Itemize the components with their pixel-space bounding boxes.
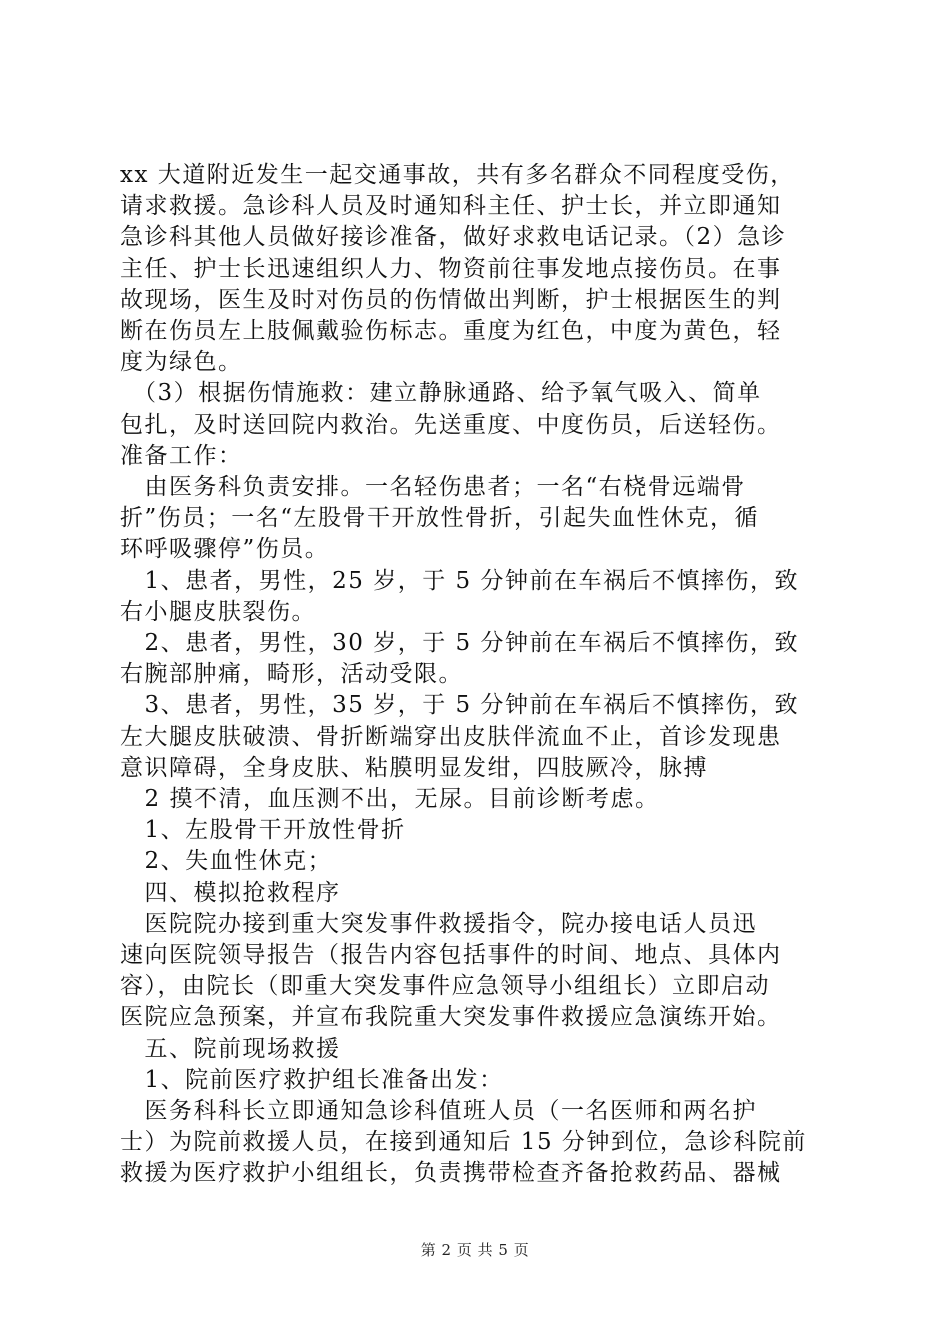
text-line: 断在伤员左上肢佩戴验伤标志。重度为红色，中度为黄色，轻 bbox=[120, 318, 782, 344]
text-line: 2、失血性休克； bbox=[120, 848, 333, 875]
text-line: 右小腿皮肤裂伤。 bbox=[120, 598, 316, 625]
text-line: 1、院前医疗救护组长准备出发： bbox=[120, 1066, 504, 1093]
text-line: 医院应急预案，并宣布我院重大突发事件救援应急演练开始。 bbox=[120, 1004, 782, 1031]
text-line: 2 摸不清，血压测不出，无尿。目前诊断考虑。 bbox=[120, 786, 660, 812]
text-line: 速向医院领导报告（报告内容包括事件的时间、地点、具体内 bbox=[120, 942, 782, 968]
text-line: 救援为医疗救护小组组长，负责携带检查齐备抢救药品、器械 bbox=[120, 1160, 782, 1187]
text-line: 1、患者，男性，25 岁，于 5 分钟前在车祸后不慎摔伤，致 bbox=[120, 567, 799, 594]
text-line: 折”伤员；一名“左股骨干开放性骨折，引起失血性休克，循 bbox=[120, 505, 760, 532]
text-line: 右腕部肿痛，畸形，活动受限。 bbox=[120, 661, 463, 688]
text-line: 请求救援。急诊科人员及时通知科主任、护士长，并立即通知 bbox=[120, 193, 782, 220]
text-line: 3、患者，男性，35 岁，于 5 分钟前在车祸后不慎摔伤，致 bbox=[120, 692, 799, 719]
text-line: 准备工作： bbox=[120, 442, 243, 469]
text-line: 五、院前现场救援 bbox=[120, 1035, 341, 1062]
text-line: 医院院办接到重大突发事件救援指令，院办接电话人员迅 bbox=[120, 910, 757, 937]
text-line: 故现场，医生及时对伤员的伤情做出判断，护士根据医生的判 bbox=[120, 286, 782, 313]
text-line: 2、患者，男性，30 岁，于 5 分钟前在车祸后不慎摔伤，致 bbox=[120, 630, 799, 656]
text-line: 士）为院前救援人员，在接到通知后 15 分钟到位，急诊科院前 bbox=[120, 1129, 807, 1156]
page-number-footer: 第 2 页 共 5 页 bbox=[420, 1241, 530, 1259]
text-line: 医务科科长立即通知急诊科值班人员（一名医师和两名护 bbox=[120, 1098, 757, 1124]
text-line: 包扎，及时送回院内救治。先送重度、中度伤员，后送轻伤。 bbox=[120, 411, 782, 438]
text-line: 容），由院长（即重大突发事件应急领导小组组长）立即启动 bbox=[120, 973, 770, 1000]
text-line: （3）根据伤情施救：建立静脉通路、给予氧气吸入、简单 bbox=[120, 380, 762, 407]
text-line: xx 大道附近发生一起交通事故，共有多名群众不同程度受伤， bbox=[120, 162, 795, 188]
text-line: 左大腿皮肤破溃、骨折断端穿出皮肤伴流血不止，首诊发现患 bbox=[120, 723, 782, 750]
text-line: 由医务科负责安排。一名轻伤患者；一名“右桡骨远端骨 bbox=[120, 474, 746, 500]
text-line: 1、左股骨干开放性骨折 bbox=[120, 817, 406, 844]
text-line: 四、模拟抢救程序 bbox=[120, 879, 341, 906]
text-line: 意识障碍，全身皮肤、粘膜明显发绀，四肢厥冷，脉搏 bbox=[120, 754, 708, 781]
text-line: 急诊科其他人员做好接诊准备，做好求救电话记录。（2）急诊 bbox=[120, 224, 787, 251]
text-line: 环呼吸骤停”伤员。 bbox=[120, 536, 330, 563]
text-line: 度为绿色。 bbox=[120, 349, 243, 376]
text-line: 主任、护士长迅速组织人力、物资前往事发地点接伤员。在事 bbox=[120, 255, 782, 282]
